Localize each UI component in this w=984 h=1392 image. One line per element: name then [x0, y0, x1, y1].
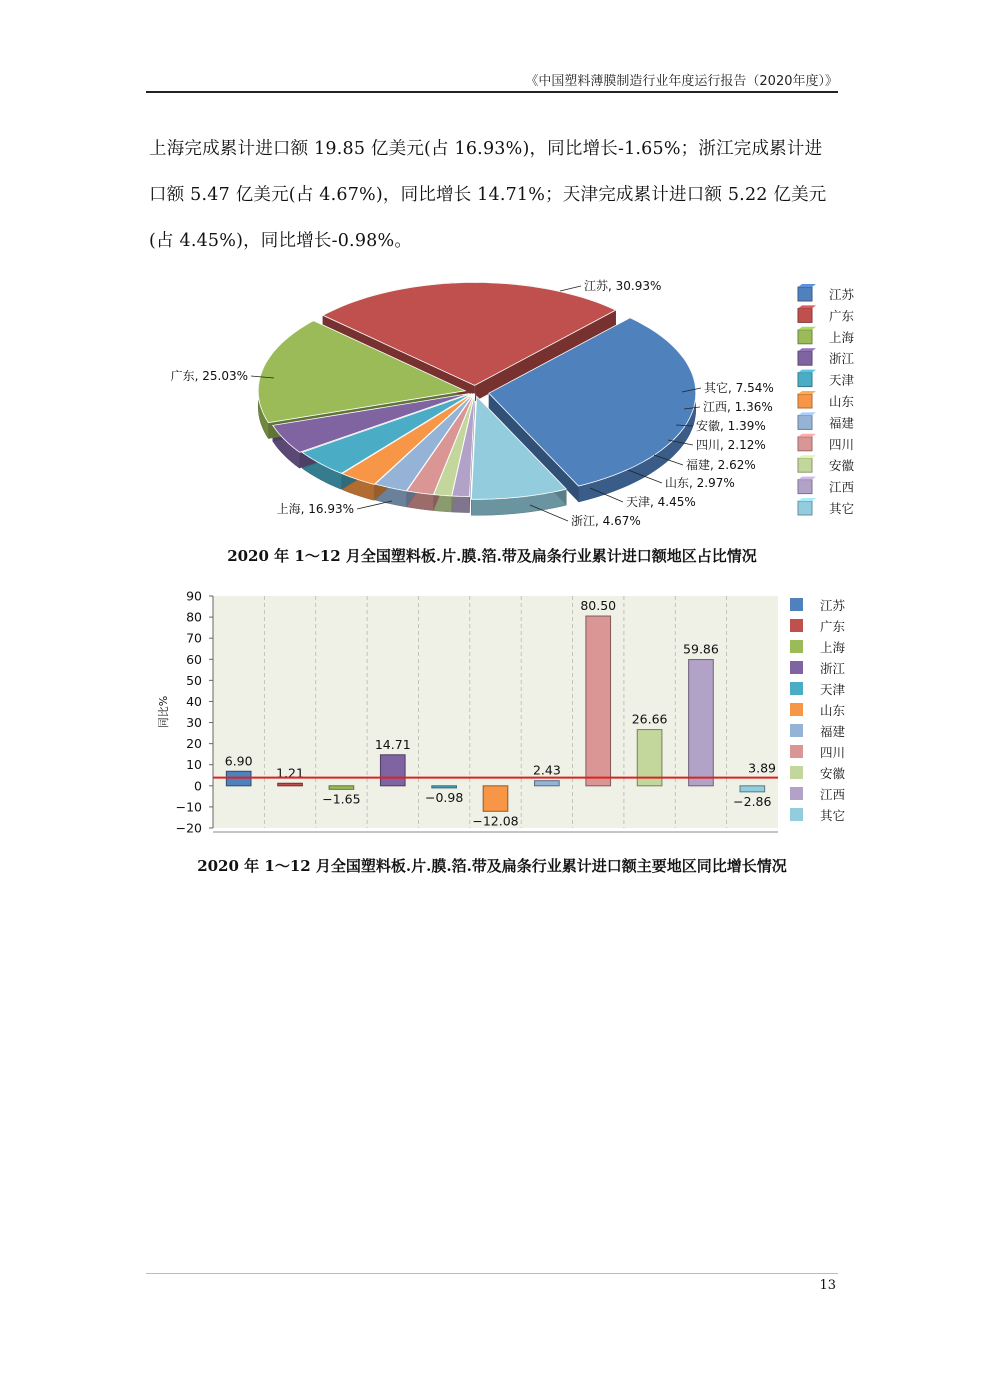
bar-天津	[432, 786, 457, 788]
bar-ytick-label: 20	[186, 736, 202, 752]
bar-legend-swatch-广东	[790, 619, 803, 632]
bar-ytick-label: 90	[186, 588, 202, 604]
bar-legend-swatch-安徽	[790, 766, 803, 779]
bar-caption: 2020 年 1～12 月全国塑料板.片.膜.箔.带及扁条行业累计进口额主要地区同比增长情况	[197, 857, 787, 875]
bar-legend-swatch-其它	[790, 808, 803, 821]
bar-value-label-安徽: 26.66	[631, 711, 668, 727]
bar-legend-label-浙江: 浙江	[820, 661, 846, 676]
bar-value-label-山东: −12.08	[472, 813, 519, 829]
pie-label-广东: 广东, 25.03%	[170, 369, 248, 383]
bar-福建	[535, 781, 560, 786]
pie-legend-label-浙江: 浙江	[829, 351, 855, 367]
bar-legend-swatch-江西	[790, 787, 803, 800]
bar-浙江	[380, 755, 405, 786]
bar-legend-label-福建: 福建	[820, 724, 846, 739]
bar-value-label-江苏: 6.90	[224, 753, 253, 769]
running-header: 《中国塑料薄膜制造行业年度运行报告（2020年度）》	[525, 74, 838, 89]
bar-value-label-浙江: 14.71	[374, 736, 411, 752]
bar-legend-swatch-江苏	[790, 598, 803, 611]
pie-label-其它: 其它, 7.54%	[704, 381, 774, 395]
bar-广东	[278, 783, 303, 786]
bar-ytick-label: −10	[175, 799, 202, 815]
pie-caption: 2020 年 1～12 月全国塑料板.片.膜.箔.带及扁条行业累计进口额地区占比情况	[227, 547, 757, 565]
bar-ytick-label: 10	[186, 757, 202, 773]
footer-rule	[146, 1273, 838, 1274]
pie-label-江西: 江西, 1.36%	[703, 400, 773, 414]
bar-value-label-上海: −1.65	[322, 791, 361, 807]
pie-legend-label-上海: 上海	[829, 329, 855, 345]
bar-legend-swatch-浙江	[790, 661, 803, 674]
bar-legend-label-上海: 上海	[820, 640, 846, 655]
bar-legend-label-山东: 山东	[820, 703, 846, 718]
pie-legend-label-天津: 天津	[829, 372, 855, 388]
pie-label-山东: 山东, 2.97%	[665, 476, 735, 490]
pie-label-上海: 上海, 16.93%	[276, 502, 354, 516]
pie-label-四川: 四川, 2.12%	[696, 438, 766, 452]
bar-legend-label-四川: 四川	[820, 745, 846, 760]
bar-legend-label-安徽: 安徽	[820, 766, 846, 781]
pie-legend-label-江西: 江西	[829, 479, 855, 495]
body-paragraph: 上海完成累计进口额 19.85 亿美元(占 16.93%)，同比增长-1.65%；浙江完成累计进口额 5.47 亿美元(占 4.67%)，同比增长 14.71%；天津完成累计进口额 5.22 亿美元(占 4.45%)，同比增长-0.98%。	[149, 139, 827, 251]
bar-value-label-福建: 2.43	[532, 762, 561, 778]
bar-value-label-广东: 1.21	[276, 765, 304, 781]
bar-legend-label-江苏: 江苏	[820, 598, 846, 613]
pie-label-浙江: 浙江, 4.67%	[571, 514, 641, 528]
pie-legend-label-山东: 山东	[829, 394, 855, 409]
bar-legend-label-天津: 天津	[820, 682, 846, 697]
bar-四川	[586, 616, 611, 786]
bar-ytick-label: 40	[186, 693, 202, 709]
bar-ylabel: 同比%	[157, 695, 170, 729]
bar-山东	[483, 786, 508, 811]
pie-legend-label-福建: 福建	[829, 415, 855, 431]
pie-label-江苏: 江苏, 30.93%	[584, 279, 662, 293]
bar-legend-label-江西: 江西	[820, 787, 846, 802]
bar-value-label-四川: 80.50	[580, 598, 617, 614]
pie-legend-label-四川: 四川	[829, 436, 855, 452]
bar-value-label-江西: 59.86	[683, 641, 719, 657]
bar-江西	[689, 660, 714, 786]
bar-legend	[790, 598, 846, 823]
pie-legend-label-安徽: 安徽	[829, 458, 855, 474]
bar-legend-swatch-天津	[790, 682, 803, 695]
bar-legend-swatch-四川	[790, 745, 803, 758]
pie-label-安徽: 安徽, 1.39%	[696, 419, 766, 433]
pie-label-天津: 天津, 4.45%	[626, 495, 696, 509]
bar-legend-swatch-山东	[790, 703, 803, 716]
bar-ytick-label: 70	[186, 630, 202, 646]
pie-legend-label-广东: 广东	[829, 308, 855, 324]
bar-ytick-label: 60	[186, 651, 202, 667]
bar-上海	[329, 786, 354, 789]
bar-legend-label-广东: 广东	[820, 619, 846, 634]
bar-reference-label: 3.89	[748, 760, 776, 776]
bar-value-label-天津: −0.98	[424, 789, 464, 805]
bar-ytick-label: 0	[194, 778, 202, 794]
bar-ytick-label: 50	[186, 672, 202, 688]
pie-legend-label-江苏: 江苏	[829, 287, 855, 302]
bar-ytick-label: −20	[175, 820, 202, 836]
bar-legend-label-其它: 其它	[820, 808, 846, 823]
page-number: 13	[819, 1278, 836, 1293]
pie-label-福建: 福建, 2.62%	[686, 458, 756, 472]
bar-legend-swatch-福建	[790, 724, 803, 737]
bar-ytick-label: 30	[186, 715, 202, 731]
pie-legend-label-其它: 其它	[829, 501, 855, 516]
bar-value-label-其它: −2.86	[733, 793, 772, 809]
bar-ytick-label: 80	[186, 609, 202, 625]
bar-其它	[740, 786, 765, 792]
bar-legend-swatch-上海	[790, 640, 803, 653]
